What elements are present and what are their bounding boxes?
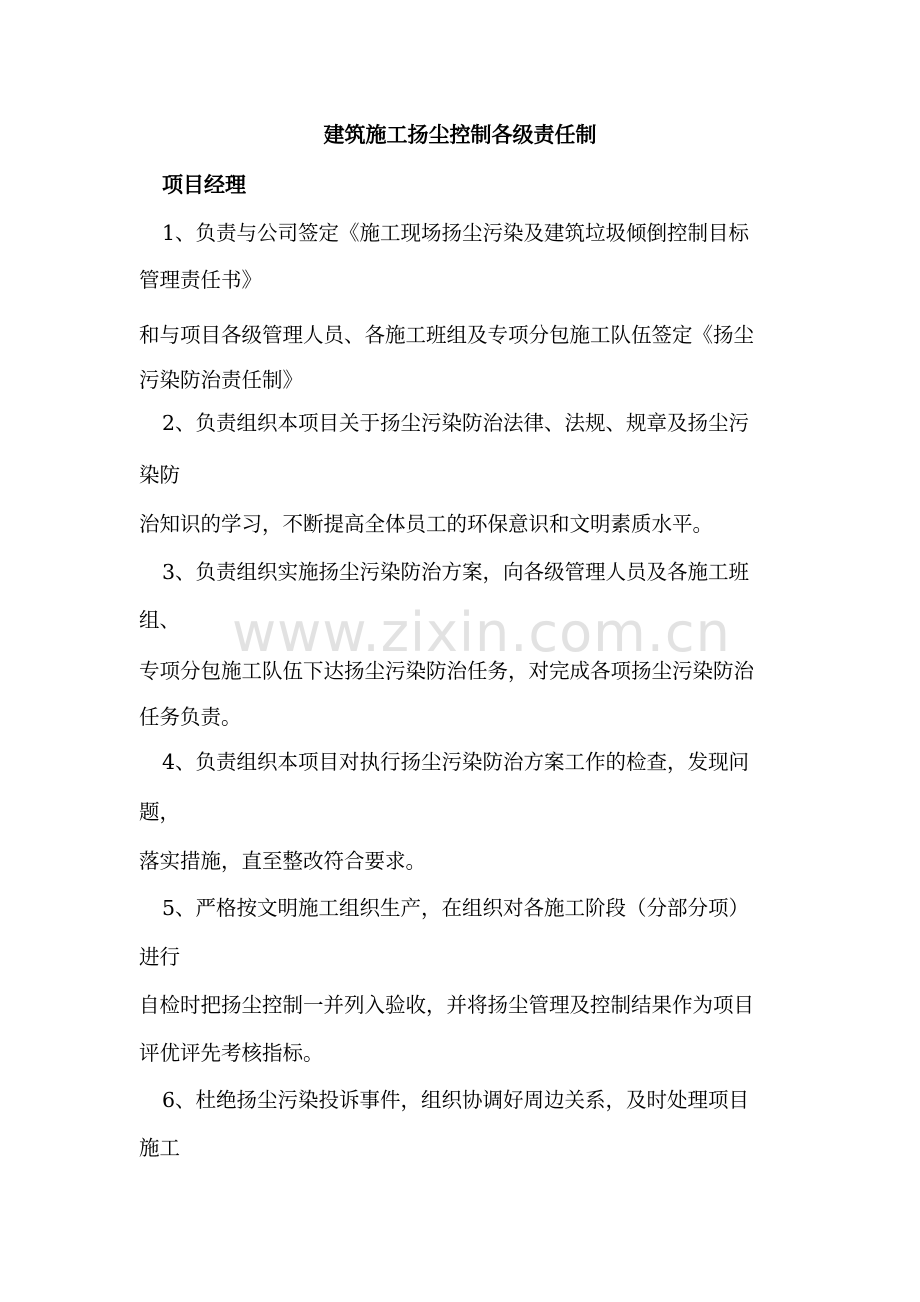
paragraph-1-line-2: 管理责任书》 (139, 268, 262, 292)
paragraph-1-line-4: 污染防治责任制》 (139, 368, 303, 392)
paragraph-5-line-1: 5、严格按文明施工组织生产，在组织对各施工阶段（分部分项） (162, 896, 750, 920)
paragraph-2-line-2: 染防 (139, 463, 180, 487)
section-heading: 项目经理 (162, 172, 246, 197)
watermark: www.zixin.com.cn (232, 601, 731, 664)
paragraph-2-line-1: 2、负责组织本项目关于扬尘污染防治法律、法规、规章及扬尘污 (162, 411, 750, 435)
paragraph-5-line-4: 评优评先考核指标。 (139, 1041, 324, 1065)
document-title: 建筑施工扬尘控制各级责任制 (323, 122, 597, 147)
paragraph-3-line-1: 3、负责组织实施扬尘污染防治方案，向各级管理人员及各施工班 (162, 560, 750, 584)
paragraph-4-line-3: 落实措施，直至整改符合要求。 (139, 849, 426, 873)
paragraph-2-line-3: 治知识的学习，不断提高全体员工的环保意识和文明素质水平。 (139, 512, 713, 536)
paragraph-5-line-2: 进行 (139, 945, 180, 969)
paragraph-6-line-2: 施工 (139, 1136, 180, 1160)
paragraph-3-line-2: 组、 (139, 608, 180, 632)
paragraph-1-line-3: 和与项目各级管理人员、各施工班组及专项分包施工队伍签定《扬尘 (139, 323, 754, 347)
paragraph-6-line-1: 6、杜绝扬尘污染投诉事件，组织协调好周边关系，及时处理项目 (162, 1088, 750, 1112)
paragraph-3-line-4: 任务负责。 (139, 705, 242, 729)
paragraph-3-line-3: 专项分包施工队伍下达扬尘污染防治任务，对完成各项扬尘污染防治 (139, 659, 754, 683)
paragraph-4-line-1: 4、负责组织本项目对执行扬尘污染防治方案工作的检查，发现问 (162, 750, 750, 774)
paragraph-1-line-1: 1、负责与公司签定《施工现场扬尘污染及建筑垃圾倾倒控制目标 (162, 221, 750, 245)
paragraph-4-line-2: 题， (139, 800, 180, 824)
paragraph-5-line-3: 自检时把扬尘控制一并列入验收，并将扬尘管理及控制结果作为项目 (139, 993, 754, 1017)
